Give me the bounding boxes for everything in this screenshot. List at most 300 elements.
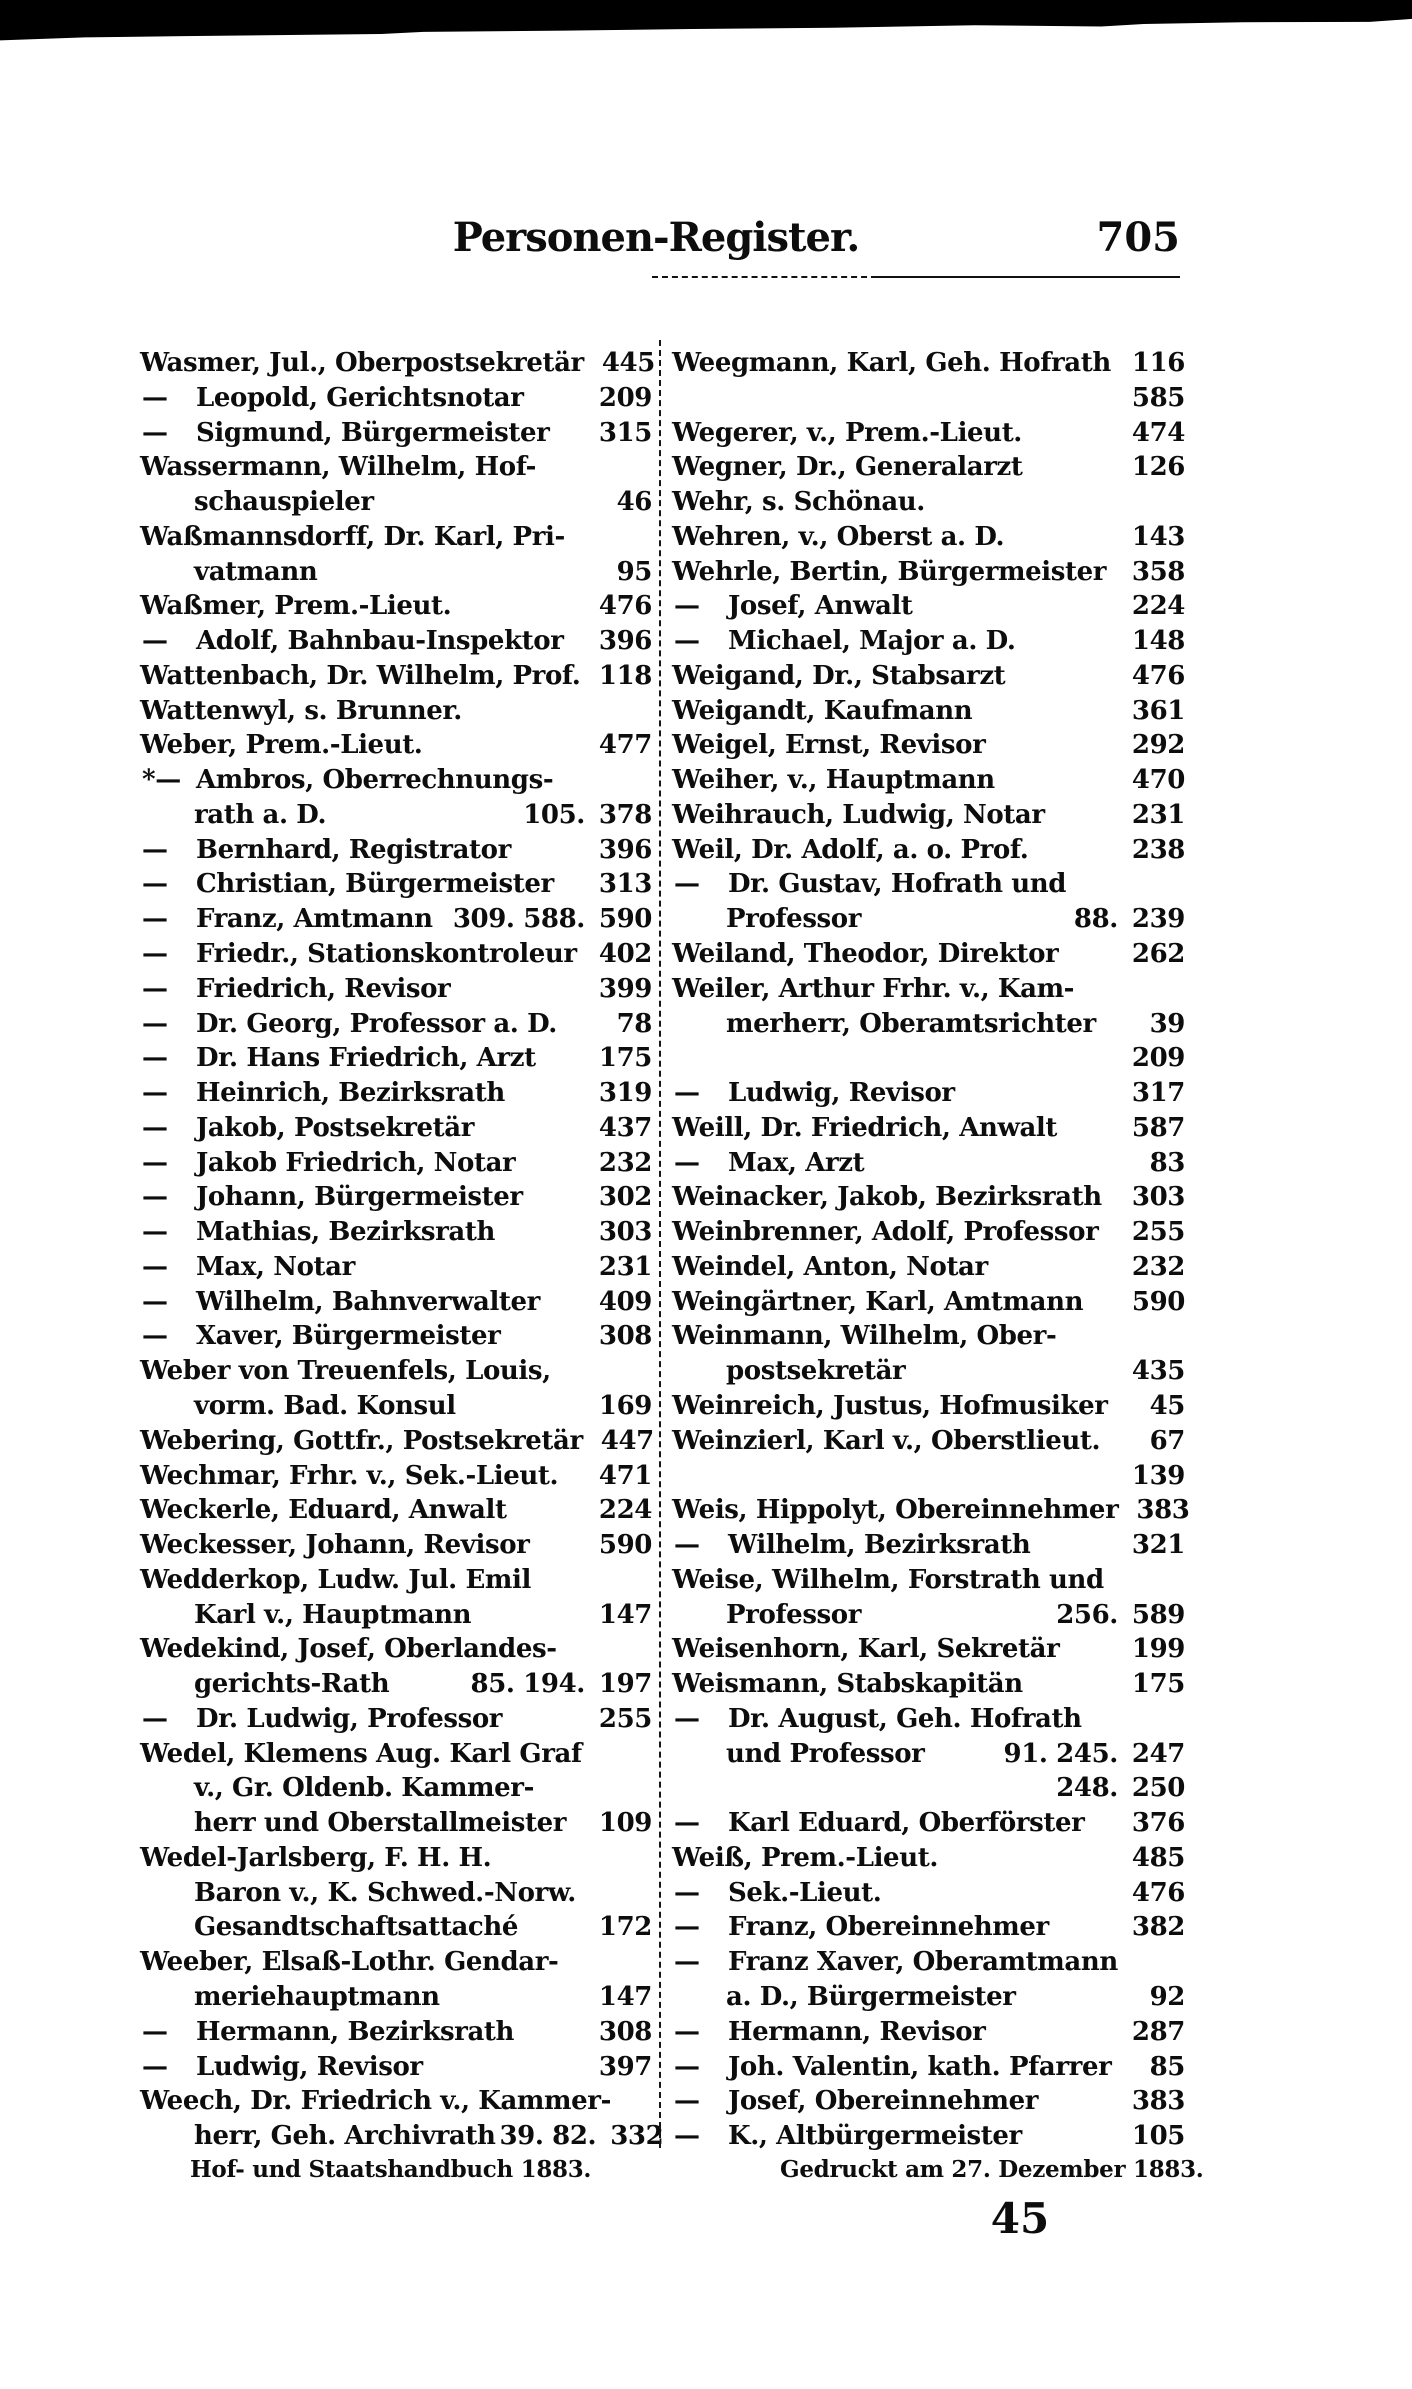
entry-page-ref: 232: [1131, 1251, 1185, 1282]
register-entry: [140, 1980, 652, 2015]
entry-pages-inline: 91. 245.: [1003, 1738, 1118, 1769]
register-entry: [672, 2050, 1185, 2085]
entry-page-ref: 477: [598, 730, 652, 761]
register-entry: [672, 867, 1185, 902]
entry-page-ref: 116: [1131, 348, 1185, 378]
register-entry: [672, 1806, 1185, 1841]
entry-page-ref: 197: [598, 1669, 652, 1700]
entry-page-ref: 143: [1131, 521, 1185, 552]
same-surname-dash: —: [674, 626, 700, 657]
entry-name: Karl Eduard, Oberförster: [728, 1808, 1085, 1839]
register-entry: [140, 1215, 652, 1250]
register-entry: [672, 1215, 1185, 1250]
same-surname-dash: —: [674, 869, 700, 900]
entry-page-ref: 139: [1131, 1460, 1185, 1491]
entry-name: Weis, Hippolyt, Obereinnehmer: [672, 1495, 1119, 1526]
register-entry: [672, 763, 1185, 798]
entry-name: gerichts-Rath: [194, 1669, 390, 1700]
register-entry: [140, 1493, 652, 1528]
entry-name: Weegmann, Karl, Geh. Hofrath: [672, 348, 1111, 378]
entry-name: Weisenhorn, Karl, Sekretär: [672, 1634, 1060, 1665]
register-entry: [140, 1076, 652, 1111]
entry-page-ref: 118: [598, 660, 652, 691]
register-entry: [672, 346, 1185, 381]
footer-print-date: Gedruckt am 27. Dezember 1883.: [780, 2156, 1204, 2183]
same-surname-dash: —: [142, 1182, 168, 1213]
same-surname-dash: —: [142, 1112, 168, 1143]
entry-name: Weinzierl, Karl v., Oberstlieut.: [672, 1425, 1101, 1456]
register-entry: [672, 1111, 1185, 1146]
entry-page-ref: 317: [1131, 1078, 1185, 1109]
entry-name: Wasmer, Jul., Oberpostsekretär: [140, 348, 584, 378]
entry-name: Wassermann, Wilhelm, Hof-: [140, 452, 536, 483]
entry-page-ref: 590: [598, 904, 652, 935]
same-surname-dash: —: [142, 1217, 168, 1248]
register-entry: [140, 694, 652, 729]
entry-name: Friedr., Stationskontroleur: [196, 939, 577, 970]
register-entry: [672, 589, 1185, 624]
entry-page-ref: 476: [1131, 660, 1185, 691]
header-rule-dashed: [652, 276, 877, 278]
entry-name: Dr. Ludwig, Professor: [196, 1703, 503, 1734]
register-entry: [140, 1945, 652, 1980]
entry-page-ref: 238: [1131, 834, 1185, 865]
entry-page-ref: 319: [598, 1078, 652, 1109]
entry-name: Ambros, Oberrechnungs-: [196, 765, 554, 796]
entry-page-ref: 78: [616, 1008, 652, 1039]
entry-page-ref: 445: [601, 348, 655, 378]
entry-page-ref: 308: [598, 2016, 652, 2047]
entry-page-ref: 396: [598, 626, 652, 657]
entry-page-ref: 471: [598, 1460, 652, 1491]
register-entry: [672, 1041, 1185, 1076]
entry-name: Weber, Prem.-Lieut.: [140, 730, 423, 761]
register-entry: [672, 1945, 1185, 1980]
entry-page-ref: 255: [1131, 1217, 1185, 1248]
entry-name: Heinrich, Bezirksrath: [196, 1078, 505, 1109]
register-entry: [140, 2015, 652, 2050]
entry-page-ref: 255: [598, 1703, 652, 1734]
register-entry: [672, 1980, 1185, 2015]
entry-name: Hermann, Revisor: [728, 2016, 986, 2047]
entry-name: Weigandt, Kaufmann: [672, 695, 973, 726]
entry-name: Weinbrenner, Adolf, Professor: [672, 1217, 1099, 1248]
entry-page-ref: 231: [1131, 799, 1185, 830]
entry-page-ref: 232: [598, 1147, 652, 1178]
entry-name: Friedrich, Revisor: [196, 973, 451, 1004]
same-surname-dash: —: [674, 1078, 700, 1109]
entry-name: Weingärtner, Karl, Amtmann: [672, 1286, 1084, 1317]
same-surname-dash: —: [674, 1530, 700, 1561]
entry-name: Karl v., Hauptmann: [194, 1599, 472, 1630]
register-entry: [140, 972, 652, 1007]
entry-page-ref: 308: [598, 1321, 652, 1352]
entry-name: Weindel, Anton, Notar: [672, 1251, 988, 1282]
register-entry: [140, 1563, 652, 1598]
register-entry: [672, 1459, 1185, 1494]
register-entry: [672, 728, 1185, 763]
entry-name: Weinmann, Wilhelm, Ober-: [672, 1321, 1057, 1352]
register-entry: [140, 1146, 652, 1181]
entry-page-ref: 378: [598, 799, 652, 830]
entry-page-ref: 303: [598, 1217, 652, 1248]
register-entry: [672, 1007, 1185, 1042]
entry-name: Professor: [726, 904, 862, 935]
register-entry: [672, 972, 1185, 1007]
entry-name: Webering, Gottfr., Postsekretär: [140, 1425, 583, 1456]
register-entry: [672, 1632, 1185, 1667]
same-surname-dash: —: [142, 626, 168, 657]
register-entry: [140, 1910, 652, 1945]
register-entry: [140, 1180, 652, 1215]
register-entry: [140, 1250, 652, 1285]
entry-page-ref: 126: [1131, 452, 1185, 483]
entry-page-ref: 303: [1131, 1182, 1185, 1213]
register-entry: [672, 1771, 1185, 1806]
same-surname-dash: —: [674, 1877, 700, 1908]
same-surname-dash: —: [142, 1321, 168, 1352]
register-entry: [672, 902, 1185, 937]
register-entry: [672, 659, 1185, 694]
entry-page-ref: 321: [1131, 1530, 1185, 1561]
register-entry: [140, 589, 652, 624]
entry-page-ref: 409: [598, 1286, 652, 1317]
register-entry: [140, 867, 652, 902]
register-entry: [672, 1598, 1185, 1633]
register-entry: [140, 1806, 652, 1841]
same-surname-dash: —: [674, 1912, 700, 1943]
entry-page-ref: 175: [598, 1043, 652, 1074]
register-entry: [672, 2119, 1185, 2154]
same-surname-dash: —: [142, 904, 168, 935]
page-number: 705: [1096, 214, 1180, 261]
same-surname-dash: —: [142, 1078, 168, 1109]
same-surname-dash: —: [142, 834, 168, 865]
entry-page-ref: 148: [1131, 626, 1185, 657]
entry-page-ref: 292: [1131, 730, 1185, 761]
entry-page-ref: 224: [1131, 591, 1185, 622]
entry-page-ref: 262: [1131, 939, 1185, 970]
register-entry: [140, 1319, 652, 1354]
entry-page-ref: 383: [1136, 1495, 1190, 1526]
register-entry: [140, 624, 652, 659]
register-entry: [140, 902, 652, 937]
entry-page-ref: 105: [1131, 2121, 1185, 2152]
entry-page-ref: 85: [1149, 2051, 1185, 2082]
same-surname-dash: —: [674, 2121, 700, 2152]
entry-name: Christian, Bürgermeister: [196, 869, 554, 900]
entry-page-ref: 474: [1131, 417, 1185, 448]
register-entry: [140, 1007, 652, 1042]
entry-name: K., Altbürgermeister: [728, 2121, 1022, 2152]
entry-name: Franz Xaver, Oberamtmann: [728, 1947, 1118, 1978]
register-entry: [140, 346, 655, 381]
same-surname-dash: —: [142, 869, 168, 900]
register-entry: [672, 555, 1185, 590]
entry-pages-inline: 309. 588.: [452, 904, 585, 935]
entry-name: Sek.-Lieut.: [728, 1877, 882, 1908]
entry-name: Weigand, Dr., Stabsarzt: [672, 660, 1006, 691]
entry-page-ref: 109: [598, 1808, 652, 1839]
entry-pages-inline: 88.: [1073, 904, 1118, 935]
entry-name: Waßmannsdorff, Dr. Karl, Pri-: [140, 521, 565, 552]
entry-name: Dr. Gustav, Hofrath und: [728, 869, 1067, 900]
register-entry: [672, 1076, 1185, 1111]
entry-name: Wechmar, Frhr. v., Sek.-Lieut.: [140, 1460, 559, 1491]
same-surname-dash: —: [142, 1703, 168, 1734]
entry-name: Wedekind, Josef, Oberlandes-: [140, 1634, 557, 1665]
entry-name: Weil, Dr. Adolf, a. o. Prof.: [672, 834, 1029, 865]
entry-page-ref: 224: [598, 1495, 652, 1526]
entry-name: Wedderkop, Ludw. Jul. Emil: [140, 1564, 531, 1595]
register-entry: [672, 520, 1185, 555]
same-surname-dash: —: [142, 973, 168, 1004]
entry-page-ref: 92: [1149, 1981, 1185, 2012]
entry-page-ref: 313: [598, 869, 652, 900]
entry-name: vorm. Bad. Konsul: [194, 1390, 456, 1421]
entry-name: Ludwig, Revisor: [728, 1078, 955, 1109]
register-entry: [140, 1354, 652, 1389]
register-entry: [672, 450, 1185, 485]
entry-page-ref: 476: [598, 591, 652, 622]
entry-name: Jakob Friedrich, Notar: [196, 1147, 516, 1178]
entry-pages-inline: 39. 82.: [499, 2121, 597, 2152]
entry-page-ref: 231: [598, 1251, 652, 1282]
footer-book-title: Hof- und Staatshandbuch 1883.: [190, 2156, 592, 2183]
entry-name: Dr. Georg, Professor a. D.: [196, 1008, 557, 1039]
entry-page-ref: 587: [1131, 1112, 1185, 1143]
entry-name: Weigel, Ernst, Revisor: [672, 730, 986, 761]
entry-name: v., Gr. Oldenb. Kammer-: [194, 1773, 534, 1804]
register-entry: [140, 1841, 652, 1876]
register-entry: [672, 2015, 1185, 2050]
register-entry: [140, 1598, 652, 1633]
same-surname-dash: —: [142, 1251, 168, 1282]
column-divider: [659, 340, 661, 2148]
entry-name: Weckerle, Eduard, Anwalt: [140, 1495, 507, 1526]
entry-name: Weise, Wilhelm, Forstrath und: [672, 1564, 1104, 1595]
entry-name: Professor: [726, 1599, 862, 1630]
register-entry: [672, 937, 1185, 972]
register-entry: [140, 2084, 652, 2119]
entry-page-ref: 358: [1131, 556, 1185, 587]
register-entry: [140, 1632, 652, 1667]
entry-name: vatmann: [194, 556, 318, 587]
same-surname-dash: —: [142, 2051, 168, 2082]
entry-page-ref: 396: [598, 834, 652, 865]
entry-name: Weiher, v., Hauptmann: [672, 765, 995, 796]
entry-name: Wehren, v., Oberst a. D.: [672, 521, 1005, 552]
register-entry: [140, 1876, 652, 1911]
entry-page-ref: 147: [598, 1599, 652, 1630]
entry-name: Wilhelm, Bezirksrath: [728, 1530, 1031, 1561]
entry-pages-inline: 105.: [523, 799, 585, 830]
entry-name: Wegerer, v., Prem.-Lieut.: [672, 417, 1022, 448]
register-entry: [672, 1910, 1185, 1945]
entry-page-ref: 287: [1131, 2016, 1185, 2047]
same-surname-dash: —: [674, 1703, 700, 1734]
entry-name: Leopold, Gerichtsnotar: [196, 382, 524, 413]
entry-name: Bernhard, Registrator: [196, 834, 511, 865]
register-entry: [140, 416, 652, 451]
header-rule-solid: [877, 276, 1180, 278]
entry-page-ref: 402: [598, 939, 652, 970]
entry-name: Franz, Obereinnehmer: [728, 1912, 1049, 1943]
register-entry: [140, 1389, 652, 1424]
register-entry: [140, 1041, 652, 1076]
same-surname-dash: —: [142, 1147, 168, 1178]
entry-name: Josef, Obereinnehmer: [728, 2086, 1039, 2117]
entry-name: Weiß, Prem.-Lieut.: [672, 1842, 938, 1873]
register-entry: [140, 450, 652, 485]
register-entry: [140, 659, 652, 694]
register-entry: [140, 381, 652, 416]
entry-page-ref: 382: [1131, 1912, 1185, 1943]
entry-name: Hermann, Bezirksrath: [196, 2016, 515, 2047]
entry-name: herr, Geh. Archivrath: [194, 2121, 496, 2152]
entry-page-ref: 332: [610, 2121, 664, 2152]
entry-pages-inline: 248.: [1056, 1773, 1118, 1804]
entry-name: Mathias, Bezirksrath: [196, 1217, 495, 1248]
register-entry: [672, 1563, 1185, 1598]
register-entry: [672, 416, 1185, 451]
register-entry: [672, 1702, 1185, 1737]
register-entry: [140, 1111, 652, 1146]
register-column-right: [672, 346, 1190, 2154]
entry-page-ref: 585: [1131, 382, 1185, 413]
register-entry: [140, 1702, 652, 1737]
register-entry: [140, 1528, 652, 1563]
entry-name: Weismann, Stabskapitän: [672, 1669, 1023, 1700]
entry-name: Wehrle, Bertin, Bürgermeister: [672, 556, 1107, 587]
same-surname-dash: —: [674, 1808, 700, 1839]
entry-name: Weech, Dr. Friedrich v., Kammer-: [140, 2086, 611, 2117]
entry-name: merherr, Oberamtsrichter: [726, 1008, 1096, 1039]
register-entry: [140, 1737, 652, 1772]
entry-page-ref: 437: [598, 1112, 652, 1143]
register-entry: [672, 694, 1185, 729]
entry-name: und Professor: [726, 1738, 925, 1769]
entry-page-ref: 172: [598, 1912, 652, 1943]
register-entry: [140, 1771, 652, 1806]
entry-page-ref: 39: [1149, 1008, 1185, 1039]
register-entry: [140, 1285, 652, 1320]
same-surname-dash: —: [142, 2016, 168, 2047]
register-entry: [672, 1841, 1185, 1876]
same-surname-dash: —: [674, 2016, 700, 2047]
entry-name: Weiland, Theodor, Direktor: [672, 939, 1059, 970]
register-entry: [140, 937, 652, 972]
entry-name: Weber von Treuenfels, Louis,: [140, 1356, 551, 1387]
register-entry: [672, 1285, 1185, 1320]
entry-name: Wattenwyl, s. Brunner.: [140, 695, 462, 726]
entry-page-ref: 67: [1149, 1425, 1185, 1456]
entry-pages-inline: 256.: [1056, 1599, 1118, 1630]
entry-name: Weihrauch, Ludwig, Notar: [672, 799, 1045, 830]
entry-name: Dr. Hans Friedrich, Arzt: [196, 1043, 536, 1074]
entry-page-ref: 383: [1131, 2086, 1185, 2117]
entry-page-ref: 435: [1131, 1356, 1185, 1387]
register-entry: [140, 520, 652, 555]
entry-name: Jakob, Postsekretär: [196, 1112, 475, 1143]
register-entry: [672, 485, 1185, 520]
register-entry: [140, 728, 652, 763]
entry-page-ref: 147: [598, 1981, 652, 2012]
entry-name: Michael, Major a. D.: [728, 626, 1016, 657]
entry-name: Wegner, Dr., Generalarzt: [672, 452, 1023, 483]
register-entry: [672, 798, 1185, 833]
entry-name: Dr. August, Geh. Hofrath: [728, 1703, 1082, 1734]
entry-page-ref: 447: [600, 1425, 654, 1456]
register-entry: [672, 1424, 1185, 1459]
entry-name: Johann, Bürgermeister: [196, 1182, 523, 1213]
entry-page-ref: 399: [598, 973, 652, 1004]
register-entry: [140, 1667, 652, 1702]
entry-name: postsekretär: [726, 1356, 906, 1387]
entry-name: Joh. Valentin, kath. Pfarrer: [728, 2051, 1112, 2082]
entry-page-ref: 83: [1149, 1147, 1185, 1178]
sheet-signature-number: 45: [990, 2194, 1050, 2243]
entry-name: Weckesser, Johann, Revisor: [140, 1530, 530, 1561]
register-entry: [140, 1459, 652, 1494]
entry-page-ref: 485: [1131, 1842, 1185, 1873]
entry-name: Gesandtschaftsattaché: [194, 1912, 518, 1943]
entry-page-ref: 361: [1131, 695, 1185, 726]
entry-name: Ludwig, Revisor: [196, 2051, 423, 2082]
entry-name: Waßmer, Prem.-Lieut.: [140, 591, 452, 622]
entry-page-ref: 250: [1131, 1773, 1185, 1804]
register-entry: [672, 833, 1185, 868]
register-entry: [140, 2050, 652, 2085]
entry-name: Adolf, Bahnbau-Inspektor: [196, 626, 564, 657]
entry-name: Sigmund, Bürgermeister: [196, 417, 550, 448]
same-surname-dash: *—: [142, 765, 181, 796]
register-entry: [672, 381, 1185, 416]
entry-pages-inline: 85. 194.: [470, 1669, 585, 1700]
entry-page-ref: 175: [1131, 1669, 1185, 1700]
same-surname-dash: —: [674, 591, 700, 622]
entry-page-ref: 315: [598, 417, 652, 448]
entry-name: a. D., Bürgermeister: [726, 1981, 1016, 2012]
entry-page-ref: 239: [1131, 904, 1185, 935]
same-surname-dash: —: [674, 1147, 700, 1178]
entry-page-ref: 590: [1131, 1286, 1185, 1317]
entry-name: Baron v., K. Schwed.-Norw.: [194, 1877, 576, 1908]
entry-page-ref: 46: [616, 487, 652, 518]
register-entry: [140, 2119, 664, 2154]
entry-page-ref: 95: [616, 556, 652, 587]
entry-name: rath a. D.: [194, 799, 327, 830]
page-title: Personen-Register.: [452, 214, 860, 261]
register-entry: [672, 1493, 1190, 1528]
register-entry: [672, 1146, 1185, 1181]
entry-page-ref: 589: [1131, 1599, 1185, 1630]
register-entry: [672, 1528, 1185, 1563]
entry-name: Weill, Dr. Friedrich, Anwalt: [672, 1112, 1058, 1143]
entry-name: Franz, Amtmann: [196, 904, 433, 935]
entry-name: Wedel, Klemens Aug. Karl Graf: [140, 1738, 582, 1769]
entry-page-ref: 199: [1131, 1634, 1185, 1665]
entry-page-ref: 590: [598, 1530, 652, 1561]
register-entry: [672, 1250, 1185, 1285]
scan-edge-artifact: [0, 0, 1412, 42]
entry-name: Max, Notar: [196, 1251, 355, 1282]
register-entry: [672, 1737, 1185, 1772]
entry-name: Weinreich, Justus, Hofmusiker: [672, 1390, 1108, 1421]
entry-page-ref: 476: [1131, 1877, 1185, 1908]
register-entry: [672, 1180, 1185, 1215]
entry-page-ref: 470: [1131, 765, 1185, 796]
